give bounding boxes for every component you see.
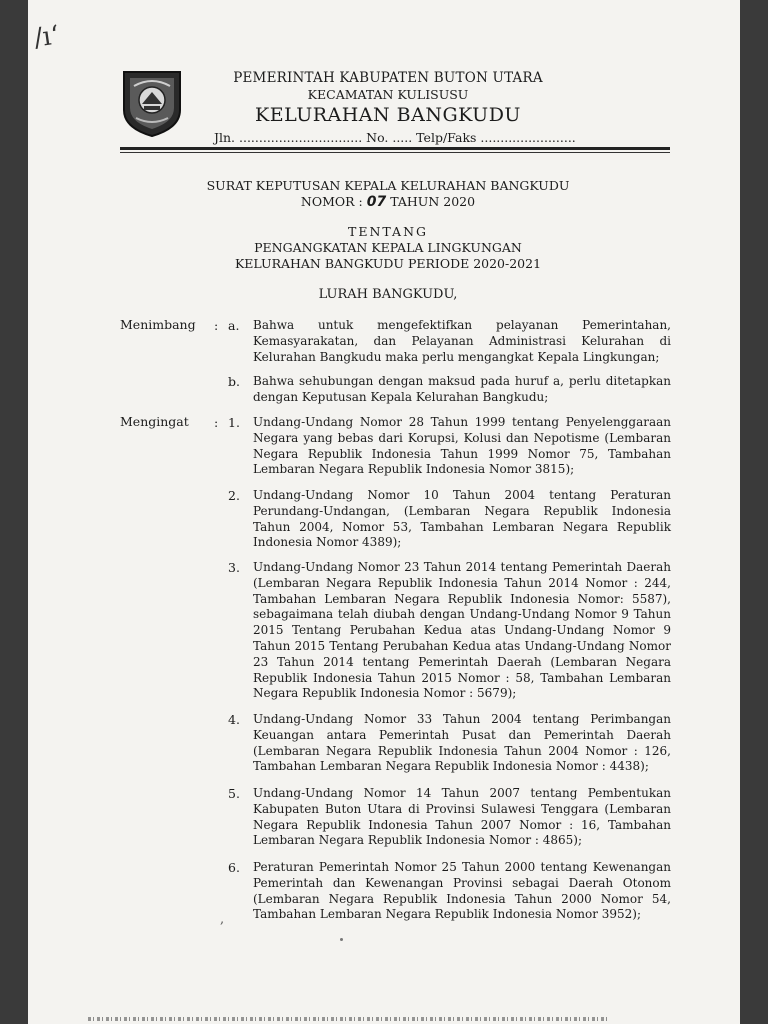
mengingat-item-2: Undang-Undang Nomor 10 Tahun 2004 tentang Peraturan Perundang-Undangan, (Lembaran Negara Republik Indonesia Tahun 2004, Nomor 53, Tambahan Lembaran Negara Republik Indonesia Nomor 4389);	[253, 488, 671, 550]
scan-speck	[340, 938, 343, 941]
kabupaten-emblem-icon	[120, 66, 184, 138]
decree-heading: SURAT KEPUTUSAN KEPALA KELURAHAN BANGKUDU	[206, 178, 570, 193]
menimbang-label: Menimbang	[120, 317, 196, 332]
number-value: 07	[366, 194, 387, 210]
mengingat-item-4: Undang-Undang Nomor 33 Tahun 2004 tentang Perimbangan Keuangan antara Pemerintah Pusat dan Pemerintah Daerah (Lembaran Negara Republik Indonesia Tahun 2004 Nomor : 126, Tambahan Lembaran Negara Republik Indonesia Nomor : 4438);	[253, 712, 671, 774]
menimbang-item-b: Bahwa sehubungan dengan maksud pada huruf a, perlu ditetapkan dengan Keputusan Kepala Kelurahan Bangkudu;	[253, 374, 671, 404]
handwritten-corner-mark: /ı‘	[32, 20, 62, 54]
mengingat-item-5: Undang-Undang Nomor 14 Tahun 2007 tentang Pembentukan Kabupaten Buton Utara di Provinsi Sulawesi Tenggara (Lembaran Negara Republik Indonesia Tahun 2007 Nomor : 16, Tambahan Lembaran Negara Republik Indonesia Nomor : 4865);	[253, 786, 671, 848]
mengingat-mark-3: 3.	[228, 560, 240, 575]
mengingat-mark-5: 5.	[228, 786, 240, 801]
mengingat-item-1: Undang-Undang Nomor 28 Tahun 1999 tentang Penyelenggaraan Negara yang bebas dari Korupsi, Kolusi dan Nepotisme (Lembaran Negara Republik Indonesia Tahun 1999 Nomor 75, Tambahan Lembaran Negara Republik Indonesia Nomor 3815);	[253, 415, 671, 477]
letterhead-rule-thick	[120, 147, 670, 150]
mengingat-item-6: Peraturan Pemerintah Nomor 25 Tahun 2000 tentang Kewenangan Pemerintah dan Kewenangan Provinsi sebagai Daerah Otonom (Lembaran Negara Republik Indonesia Tahun 2000 Nomor 54, Tambahan Lembaran Negara Republik Indonesia Nomor 3952);	[253, 860, 671, 922]
letterhead-address: Jln. ............................... No. ..... Telp/Faks ........................	[214, 130, 576, 145]
menimbang-mark-b: b.	[228, 374, 240, 389]
mengingat-colon: :	[214, 415, 219, 430]
mengingat-mark-4: 4.	[228, 712, 240, 727]
tentang-label: TENTANG	[347, 224, 428, 239]
letterhead-line-1: PEMERINTAH KABUPATEN BUTON UTARA	[233, 70, 543, 86]
menimbang-mark-a: a.	[228, 318, 240, 333]
number-prefix: NOMOR :	[300, 194, 363, 209]
mengingat-item-3: Undang-Undang Nomor 23 Tahun 2014 tentang Pemerintah Daerah (Lembaran Negara Republik Indonesia Tahun 2014 Nomor : 244, Tambahan Lembaran Negara Republik Indonesia Nomor: 5587), sebagaimana telah diubah dengan Undang-Undang Nomor 9 Tahun 2015 Tentang Perubahan Kedua atas Undang-Undang Nomor 9 Tahun 2015 Tentang Perubahan Kedua atas Undang-Undang Nomor 23 Tahun 2014 tentang Pemerintah Daerah (Lembaran Negara Republik Indonesia Tahun 2015 Nomor : 58, Tambahan Lembaran Negara Republik Indonesia Nomor : 5679);	[253, 560, 671, 701]
stray-pen-mark: ,	[220, 912, 225, 927]
mengingat-mark-1: 1.	[228, 415, 240, 430]
mengingat-label: Mengingat	[120, 414, 189, 429]
scan-edge-artifact	[88, 1017, 608, 1021]
subject-line-1: PENGANGKATAN KEPALA LINGKUNGAN	[254, 240, 522, 255]
document-page	[28, 0, 740, 1024]
authority-line: LURAH BANGKUDU,	[318, 287, 458, 302]
subject-line-2: KELURAHAN BANGKUDU PERIODE 2020-2021	[234, 256, 542, 271]
menimbang-colon: :	[214, 318, 219, 333]
mengingat-mark-6: 6.	[228, 860, 240, 875]
mengingat-mark-2: 2.	[228, 488, 240, 503]
letterhead-line-3: KELURAHAN BANGKUDU	[255, 104, 521, 126]
number-suffix: TAHUN 2020	[390, 194, 476, 209]
menimbang-item-a: Bahwa untuk mengefektifkan pelayanan Pemerintahan, Kemasyarakatan, dan Pelayanan Administrasi Kelurahan di Kelurahan Bangkudu maka perlu mengangkat Kepala Lingkungan;	[253, 318, 671, 364]
decree-number	[88, 194, 688, 210]
letterhead-rule-thin	[120, 152, 670, 153]
letterhead-line-2: KECAMATAN KULISUSU	[307, 87, 469, 102]
